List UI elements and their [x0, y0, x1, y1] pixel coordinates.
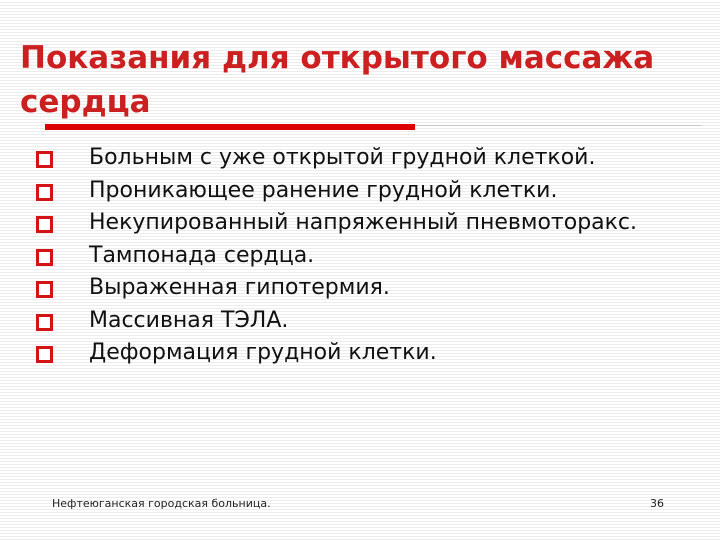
title-accent-bar: [45, 124, 415, 130]
hollow-square-bullet-icon: [36, 151, 53, 168]
footer-organization: Нефтеюганская городская больница.: [52, 497, 271, 510]
list-item-text: Некупированный напряженный пневмоторакс.: [89, 210, 638, 235]
list-item: [36, 142, 696, 175]
hollow-square-bullet-icon: [36, 216, 53, 233]
list-item-text: Массивная ТЭЛА.: [89, 307, 289, 333]
page-number: 36: [650, 497, 664, 510]
list-item: [36, 337, 696, 370]
list-item-text: Проникающее ранение грудной клетки.: [89, 177, 558, 203]
list-item: [36, 240, 696, 273]
list-item: [36, 207, 696, 240]
hollow-square-bullet-icon: [36, 314, 53, 331]
hollow-square-bullet-icon: [36, 184, 53, 201]
list-item-text: Тампонада сердца.: [89, 242, 315, 268]
indications-list: [36, 142, 696, 370]
list-item-text: Деформация грудной клетки.: [89, 340, 437, 365]
hollow-square-bullet-icon: [36, 249, 53, 266]
list-item: [36, 272, 696, 305]
list-item: [36, 175, 696, 208]
slide-title: Показания для открытого массажа сердца: [20, 40, 655, 120]
list-item-text: Больным с уже открытой грудной клеткой.: [89, 145, 596, 170]
list-item-text: Выраженная гипотермия.: [89, 275, 390, 300]
hollow-square-bullet-icon: [36, 346, 53, 363]
hollow-square-bullet-icon: [36, 281, 53, 298]
list-item: [36, 305, 696, 338]
